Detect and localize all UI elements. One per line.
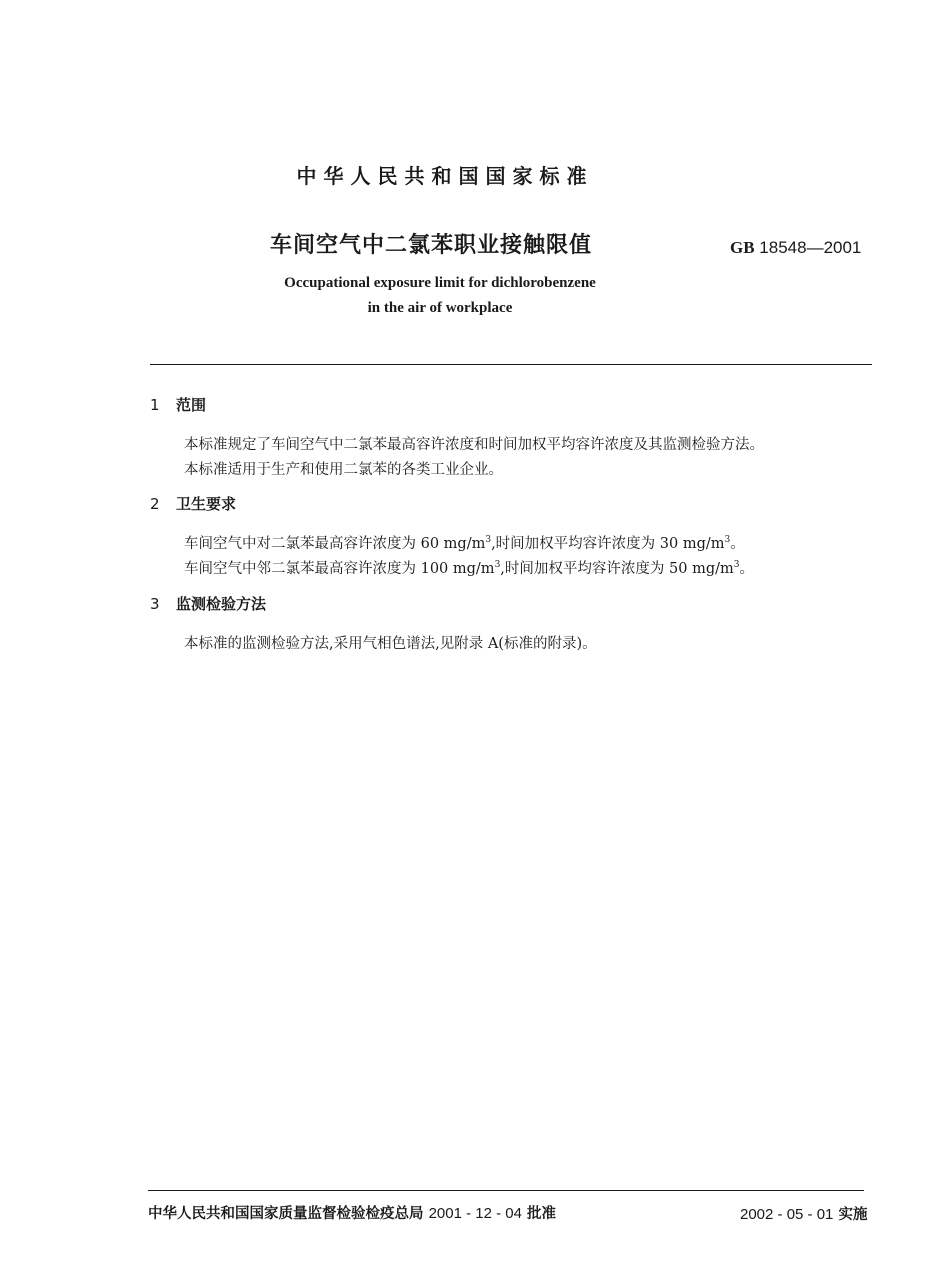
standard-code-prefix: GB (730, 238, 755, 257)
approve-date: 2001 - 12 - 04 (428, 1205, 522, 1222)
standard-code-number: 18548—2001 (759, 238, 862, 257)
header-divider (150, 364, 872, 365)
standard-title-en-line2: in the air of workplace (367, 300, 513, 316)
section-1-title: 范围 (176, 396, 207, 414)
standard-title-en-line1: Occupational exposure limit for dichlorobenzene (284, 275, 596, 291)
footer-effective (740, 1203, 867, 1224)
limit-para-dichlorobenzene-p-twa: ,时间加权平均容许浓度为 30 mg/m (491, 536, 725, 552)
section-3-number: 3 (150, 595, 160, 613)
superscript-3: 3 (733, 560, 740, 571)
section-2-paragraph-1 (184, 532, 745, 553)
limit-para-dichlorobenzene-o-twa: ,时间加权平均容许浓度为 50 mg/m (500, 561, 734, 577)
section-2-paragraph-2 (184, 557, 754, 578)
section-1-paragraph-1: 本标准规定了车间空气中二氯苯最高容许浓度和时间加权平均容许浓度及其监测检验方法。 (184, 437, 764, 453)
section-1-paragraph-2: 本标准适用于生产和使用二氯苯的各类工业企业。 (184, 462, 503, 478)
effective-date: 2002 - 05 - 01 (740, 1206, 834, 1223)
superscript-3: 3 (485, 535, 492, 546)
section-1-number: 1 (150, 396, 160, 414)
limit-para-dichlorobenzene-p-max: 车间空气中对二氯苯最高容许浓度为 60 mg/m (184, 536, 486, 552)
national-standard-heading: 中华人民共和国国家标准 (296, 164, 594, 188)
effective-label: 实施 (838, 1207, 868, 1223)
section-2-heading (150, 493, 236, 514)
issuer-name: 中华人民共和国国家质量监督检验检疫总局 (148, 1206, 424, 1222)
period: 。 (739, 561, 754, 577)
superscript-3: 3 (494, 560, 501, 571)
standard-title-cn: 车间空气中二氯苯职业接触限值 (270, 233, 593, 258)
period: 。 (730, 536, 745, 552)
section-3-paragraph-1: 本标准的监测检验方法,采用气相色谱法,见附录 A(标准的附录)。 (184, 636, 597, 652)
footer-issuer (148, 1202, 556, 1223)
footer-divider (148, 1190, 864, 1191)
section-2-title: 卫生要求 (176, 495, 237, 513)
section-1-heading (150, 394, 206, 415)
section-3-title: 监测检验方法 (176, 595, 267, 613)
section-2-number: 2 (150, 495, 160, 513)
section-3-heading (150, 593, 266, 614)
standard-code (730, 238, 861, 258)
approve-label: 批准 (527, 1206, 557, 1222)
superscript-3: 3 (724, 535, 731, 546)
limit-para-dichlorobenzene-o-max: 车间空气中邻二氯苯最高容许浓度为 100 mg/m (184, 561, 495, 577)
